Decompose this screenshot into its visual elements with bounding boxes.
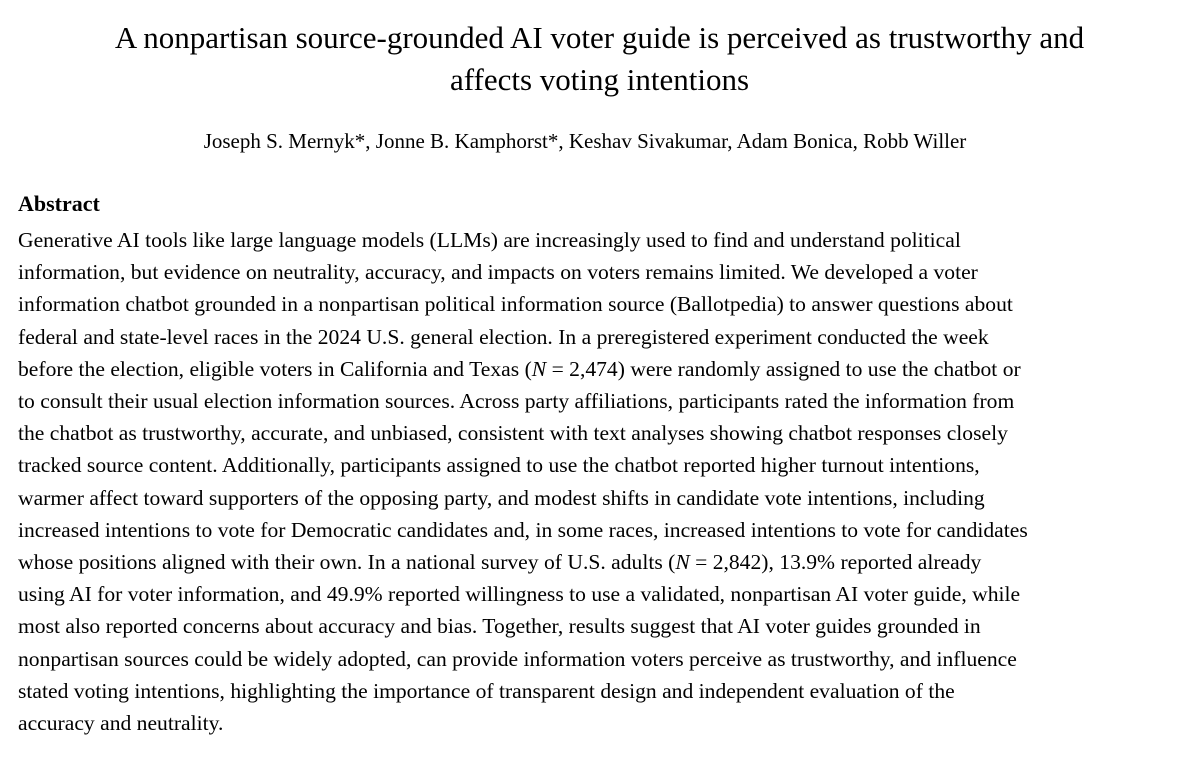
abstract-line: tracked source content. Additionally, participants assigned to use the chatbot reported higher turnout intentions, [18,453,980,478]
abstract-heading: Abstract [18,191,100,216]
abstract-text: whose positions aligned with their own. In a national survey of U.S. adults ( [18,550,676,575]
abstract-line: increased intentions to vote for Democratic candidates and, in some races, increased intentions to vote for candidates [18,517,1028,542]
title-line: affects voting intentions [449,62,750,97]
author-list: Joseph S. Mernyk*, Jonne B. Kamphorst*, Keshav Sivakumar, Adam Bonica, Robb Willer [203,129,967,153]
abstract-line: Generative AI tools like large language models (LLMs) are increasingly used to find and understand political [18,228,961,252]
abstract-line: to consult their usual election information sources. Across party affiliations, participants rated the information from [18,389,1015,414]
abstract-text: = 2,842), 13.9% reported already [689,550,982,575]
sample-size-symbol: N [531,356,547,381]
abstract-line: accuracy and neutrality. [18,711,224,736]
abstract-line: information chatbot grounded in a nonpartisan political information source (Ballotpedia) to answer questions about [18,292,1013,317]
abstract-line [18,546,1198,578]
paper-title [0,17,1199,101]
abstract-text: before the election, eligible voters in California and Texas ( [18,356,532,381]
abstract-line [18,353,1198,385]
abstract-line: nonpartisan sources could be widely adopted, can provide information voters perceive as trustworthy, and influence [18,646,1017,671]
abstract-line: stated voting intentions, highlighting the importance of transparent design and independent evaluation of the [18,678,955,703]
abstract-line: most also reported concerns about accuracy and bias. Together, results suggest that AI voter guides grounded in [18,614,981,639]
abstract-line: the chatbot as trustworthy, accurate, and unbiased, consistent with text analyses showing chatbot responses closely [18,421,1008,446]
abstract-body [18,224,1198,739]
title-line: A nonpartisan source-grounded AI voter guide is perceived as trustworthy and [114,20,1085,55]
abstract-line: using AI for voter information, and 49.9% reported willingness to use a validated, nonpartisan AI voter guide, while [18,582,1021,607]
abstract-line: federal and state-level races in the 2024 U.S. general election. In a preregistered experiment conducted the week [18,324,989,349]
abstract-line: warmer affect toward supporters of the opposing party, and modest shifts in candidate vote intentions, including [18,485,985,510]
abstract-text: = 2,474) were randomly assigned to use the chatbot or [546,356,1021,381]
sample-size-symbol: N [675,550,690,575]
abstract-line: information, but evidence on neutrality, accuracy, and impacts on voters remains limited. We developed a voter [18,260,978,285]
